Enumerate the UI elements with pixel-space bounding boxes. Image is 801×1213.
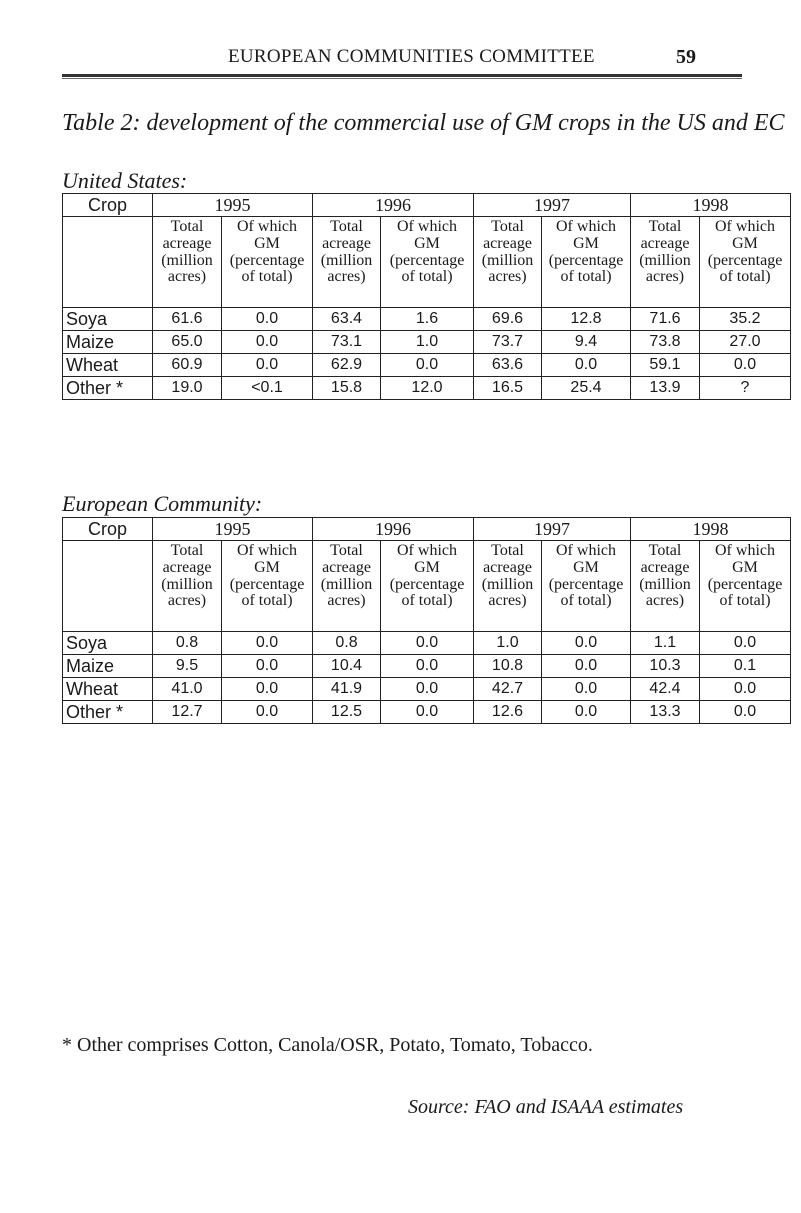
value-cell: 0.0 [542, 632, 631, 655]
table-row [63, 377, 791, 400]
gm-percentage-header: Of which GM (percentage of total) [381, 217, 474, 308]
value-cell: 0.0 [542, 701, 631, 724]
crop-column-header: Crop [63, 194, 153, 217]
value-cell: 0.0 [542, 655, 631, 678]
year-header: 1998 [631, 194, 791, 217]
header-rule [62, 74, 742, 77]
value-cell: 63.4 [313, 308, 381, 331]
value-cell: <0.1 [222, 377, 313, 400]
year-header: 1995 [153, 194, 313, 217]
ec-section-label: European Community: [62, 491, 263, 516]
gm-percentage-header: Of which GM (percentage of total) [222, 217, 313, 308]
value-cell: 73.8 [631, 331, 700, 354]
value-cell: 0.0 [222, 701, 313, 724]
committee-name: EUROPEAN COMMUNITIES COMMITTEE [228, 46, 595, 67]
total-acreage-header: Total acreage (million acres) [474, 541, 542, 632]
value-cell: 60.9 [153, 354, 222, 377]
value-cell: 0.0 [700, 632, 791, 655]
value-cell: 0.0 [381, 632, 474, 655]
page-header [0, 46, 801, 76]
table-row [63, 308, 791, 331]
value-cell: 0.0 [700, 354, 791, 377]
table-row [63, 632, 791, 655]
value-cell: 12.0 [381, 377, 474, 400]
gm-percentage-header: Of which GM (percentage of total) [542, 541, 631, 632]
value-cell: 1.0 [474, 632, 542, 655]
year-header: 1997 [474, 518, 631, 541]
table-row [63, 678, 791, 701]
ec-table [62, 517, 791, 724]
value-cell: 0.0 [700, 678, 791, 701]
value-cell: 0.0 [222, 354, 313, 377]
total-acreage-header: Total acreage (million acres) [153, 217, 222, 308]
table-title: Table 2: development of the commercial use of GM crops in the US and EC [62, 110, 785, 136]
value-cell: 0.1 [700, 655, 791, 678]
value-cell: 10.8 [474, 655, 542, 678]
value-cell: 13.3 [631, 701, 700, 724]
total-acreage-header: Total acreage (million acres) [313, 541, 381, 632]
value-cell: ? [700, 377, 791, 400]
value-cell: 16.5 [474, 377, 542, 400]
crop-name: Soya [63, 308, 153, 331]
crop-name: Other * [63, 377, 153, 400]
value-cell: 0.0 [542, 354, 631, 377]
year-header: 1996 [313, 518, 474, 541]
value-cell: 0.0 [222, 678, 313, 701]
table-row [63, 655, 791, 678]
year-header: 1998 [631, 518, 791, 541]
value-cell: 41.9 [313, 678, 381, 701]
value-cell: 0.0 [381, 678, 474, 701]
blank-cell [63, 541, 153, 632]
value-cell: 42.7 [474, 678, 542, 701]
value-cell: 1.1 [631, 632, 700, 655]
header-rule-thin [62, 78, 742, 79]
value-cell: 59.1 [631, 354, 700, 377]
value-cell: 12.8 [542, 308, 631, 331]
value-cell: 9.4 [542, 331, 631, 354]
value-cell: 0.8 [313, 632, 381, 655]
value-cell: 1.6 [381, 308, 474, 331]
value-cell: 65.0 [153, 331, 222, 354]
crop-name: Maize [63, 331, 153, 354]
crop-column-header: Crop [63, 518, 153, 541]
value-cell: 15.8 [313, 377, 381, 400]
gm-percentage-header: Of which GM (percentage of total) [700, 541, 791, 632]
value-cell: 9.5 [153, 655, 222, 678]
total-acreage-header: Total acreage (million acres) [153, 541, 222, 632]
total-acreage-header: Total acreage (million acres) [631, 541, 700, 632]
value-cell: 73.1 [313, 331, 381, 354]
value-cell: 63.6 [474, 354, 542, 377]
value-cell: 0.8 [153, 632, 222, 655]
gm-percentage-header: Of which GM (percentage of total) [381, 541, 474, 632]
value-cell: 0.0 [700, 701, 791, 724]
blank-cell [63, 217, 153, 308]
value-cell: 35.2 [700, 308, 791, 331]
crop-name: Wheat [63, 354, 153, 377]
us-section-label: United States: [62, 168, 188, 193]
year-header: 1997 [474, 194, 631, 217]
crop-name: Other * [63, 701, 153, 724]
source-note: Source: FAO and ISAAA estimates [408, 1096, 684, 1118]
value-cell: 0.0 [542, 678, 631, 701]
crop-name: Maize [63, 655, 153, 678]
value-cell: 12.6 [474, 701, 542, 724]
value-cell: 10.3 [631, 655, 700, 678]
total-acreage-header: Total acreage (million acres) [631, 217, 700, 308]
value-cell: 12.5 [313, 701, 381, 724]
value-cell: 0.0 [222, 308, 313, 331]
value-cell: 0.0 [222, 655, 313, 678]
value-cell: 62.9 [313, 354, 381, 377]
value-cell: 10.4 [313, 655, 381, 678]
us-table [62, 193, 791, 400]
crop-name: Wheat [63, 678, 153, 701]
total-acreage-header: Total acreage (million acres) [313, 217, 381, 308]
year-header: 1996 [313, 194, 474, 217]
value-cell: 12.7 [153, 701, 222, 724]
gm-percentage-header: Of which GM (percentage of total) [222, 541, 313, 632]
value-cell: 19.0 [153, 377, 222, 400]
value-cell: 61.6 [153, 308, 222, 331]
value-cell: 0.0 [381, 701, 474, 724]
value-cell: 13.9 [631, 377, 700, 400]
table-row [63, 701, 791, 724]
subheader-row [63, 217, 791, 308]
year-header-row [63, 194, 791, 217]
subheader-row [63, 541, 791, 632]
value-cell: 25.4 [542, 377, 631, 400]
value-cell: 0.0 [222, 632, 313, 655]
year-header-row [63, 518, 791, 541]
gm-percentage-header: Of which GM (percentage of total) [700, 217, 791, 308]
total-acreage-header: Total acreage (million acres) [474, 217, 542, 308]
value-cell: 0.0 [381, 655, 474, 678]
value-cell: 0.0 [381, 354, 474, 377]
value-cell: 27.0 [700, 331, 791, 354]
table-row [63, 354, 791, 377]
value-cell: 42.4 [631, 678, 700, 701]
value-cell: 0.0 [222, 331, 313, 354]
value-cell: 71.6 [631, 308, 700, 331]
page-number: 59 [676, 46, 696, 68]
value-cell: 69.6 [474, 308, 542, 331]
crop-name: Soya [63, 632, 153, 655]
value-cell: 41.0 [153, 678, 222, 701]
year-header: 1995 [153, 518, 313, 541]
footnote: * Other comprises Cotton, Canola/OSR, Potato, Tomato, Tobacco. [62, 1034, 593, 1056]
gm-percentage-header: Of which GM (percentage of total) [542, 217, 631, 308]
value-cell: 73.7 [474, 331, 542, 354]
table-row [63, 331, 791, 354]
value-cell: 1.0 [381, 331, 474, 354]
